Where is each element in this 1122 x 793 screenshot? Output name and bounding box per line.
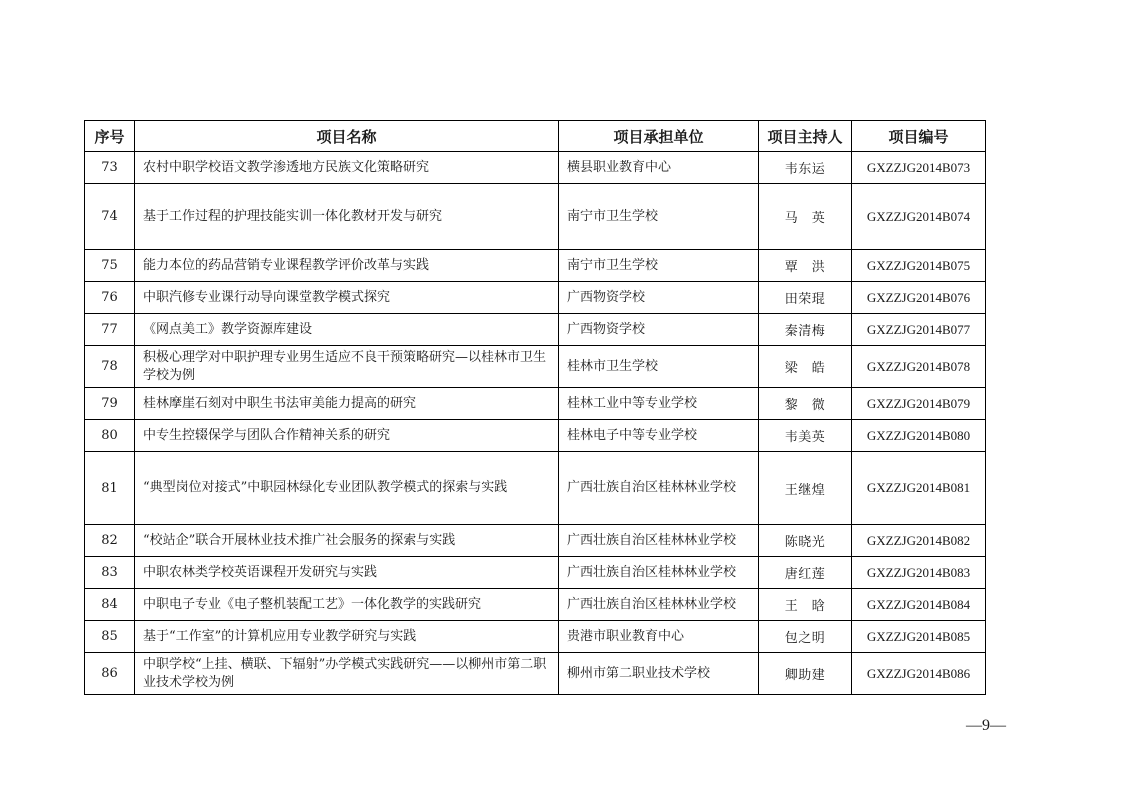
table-row (85, 184, 986, 250)
cell-serial: 74 (85, 184, 135, 250)
cell-code: GXZZJG2014B074 (852, 184, 986, 250)
table-row (85, 388, 986, 420)
header-code: 项目编号 (852, 121, 986, 152)
cell-serial: 85 (85, 621, 135, 653)
cell-code: GXZZJG2014B077 (852, 314, 986, 346)
page-number: —9— (966, 717, 1006, 734)
cell-project-name: 中职农林类学校英语课程开发研究与实践 (135, 557, 559, 589)
table-row (85, 653, 986, 695)
cell-host: 王继煌 (759, 452, 852, 525)
cell-code: GXZZJG2014B085 (852, 621, 986, 653)
cell-code: GXZZJG2014B080 (852, 420, 986, 452)
cell-host: 田荣琨 (759, 282, 852, 314)
table-row (85, 452, 986, 525)
cell-serial: 84 (85, 589, 135, 621)
cell-project-name: “典型岗位对接式”中职园林绿化专业团队教学模式的探索与实践 (135, 452, 559, 525)
table-row (85, 525, 986, 557)
cell-unit: 广西壮族自治区桂林林业学校 (559, 589, 759, 621)
cell-host: 唐红莲 (759, 557, 852, 589)
cell-project-name: 中职学校“上挂、横联、下辐射”办学模式实践研究——以柳州市第二职业技术学校为例 (135, 653, 559, 695)
table-header-row (85, 121, 986, 152)
table-row (85, 557, 986, 589)
cell-host: 包之明 (759, 621, 852, 653)
cell-unit: 横县职业教育中心 (559, 152, 759, 184)
cell-unit: 桂林电子中等专业学校 (559, 420, 759, 452)
cell-code: GXZZJG2014B078 (852, 346, 986, 388)
table-row (85, 589, 986, 621)
cell-host: 卿助建 (759, 653, 852, 695)
cell-serial: 73 (85, 152, 135, 184)
cell-code: GXZZJG2014B075 (852, 250, 986, 282)
table-row (85, 346, 986, 388)
cell-serial: 75 (85, 250, 135, 282)
cell-project-name: 积极心理学对中职护理专业男生适应不良干预策略研究—以桂林市卫生学校为例 (135, 346, 559, 388)
cell-unit: 桂林工业中等专业学校 (559, 388, 759, 420)
table-row (85, 420, 986, 452)
cell-host: 陈晓光 (759, 525, 852, 557)
cell-host: 马 英 (759, 184, 852, 250)
project-table (84, 120, 986, 695)
cell-project-name: 中专生控辍保学与团队合作精神关系的研究 (135, 420, 559, 452)
cell-serial: 80 (85, 420, 135, 452)
table-row (85, 314, 986, 346)
cell-project-name: 中职电子专业《电子整机装配工艺》一体化教学的实践研究 (135, 589, 559, 621)
header-unit: 项目承担单位 (559, 121, 759, 152)
cell-serial: 81 (85, 452, 135, 525)
cell-project-name: “校站企”联合开展林业技术推广社会服务的探索与实践 (135, 525, 559, 557)
cell-project-name: 《网点美工》教学资源库建设 (135, 314, 559, 346)
cell-unit: 南宁市卫生学校 (559, 250, 759, 282)
cell-project-name: 基于工作过程的护理技能实训一体化教材开发与研究 (135, 184, 559, 250)
cell-project-name: 能力本位的药品营销专业课程教学评价改革与实践 (135, 250, 559, 282)
cell-unit: 广西壮族自治区桂林林业学校 (559, 557, 759, 589)
cell-host: 王 晗 (759, 589, 852, 621)
cell-project-name: 基于“工作室”的计算机应用专业教学研究与实践 (135, 621, 559, 653)
cell-serial: 86 (85, 653, 135, 695)
cell-unit: 柳州市第二职业技术学校 (559, 653, 759, 695)
cell-host: 韦东运 (759, 152, 852, 184)
cell-project-name: 中职汽修专业课行动导向课堂教学模式探究 (135, 282, 559, 314)
cell-serial: 82 (85, 525, 135, 557)
table-body (85, 152, 986, 695)
cell-serial: 79 (85, 388, 135, 420)
cell-code: GXZZJG2014B073 (852, 152, 986, 184)
header-project-name: 项目名称 (135, 121, 559, 152)
cell-host: 秦清梅 (759, 314, 852, 346)
cell-project-name: 桂林摩崖石刻对中职生书法审美能力提高的研究 (135, 388, 559, 420)
cell-code: GXZZJG2014B084 (852, 589, 986, 621)
cell-code: GXZZJG2014B081 (852, 452, 986, 525)
table-row (85, 152, 986, 184)
cell-unit: 广西壮族自治区桂林林业学校 (559, 525, 759, 557)
cell-code: GXZZJG2014B086 (852, 653, 986, 695)
cell-code: GXZZJG2014B079 (852, 388, 986, 420)
cell-serial: 77 (85, 314, 135, 346)
cell-code: GXZZJG2014B083 (852, 557, 986, 589)
cell-host: 覃 洪 (759, 250, 852, 282)
cell-code: GXZZJG2014B076 (852, 282, 986, 314)
cell-unit: 广西物资学校 (559, 314, 759, 346)
cell-host: 梁 皓 (759, 346, 852, 388)
table-row (85, 250, 986, 282)
cell-host: 黎 微 (759, 388, 852, 420)
cell-serial: 78 (85, 346, 135, 388)
cell-unit: 贵港市职业教育中心 (559, 621, 759, 653)
cell-unit: 广西壮族自治区桂林林业学校 (559, 452, 759, 525)
table-row (85, 282, 986, 314)
cell-serial: 76 (85, 282, 135, 314)
cell-code: GXZZJG2014B082 (852, 525, 986, 557)
header-serial: 序号 (85, 121, 135, 152)
header-host: 项目主持人 (759, 121, 852, 152)
cell-project-name: 农村中职学校语文教学渗透地方民族文化策略研究 (135, 152, 559, 184)
cell-host: 韦美英 (759, 420, 852, 452)
cell-unit: 广西物资学校 (559, 282, 759, 314)
cell-unit: 南宁市卫生学校 (559, 184, 759, 250)
cell-serial: 83 (85, 557, 135, 589)
cell-unit: 桂林市卫生学校 (559, 346, 759, 388)
table-row (85, 621, 986, 653)
